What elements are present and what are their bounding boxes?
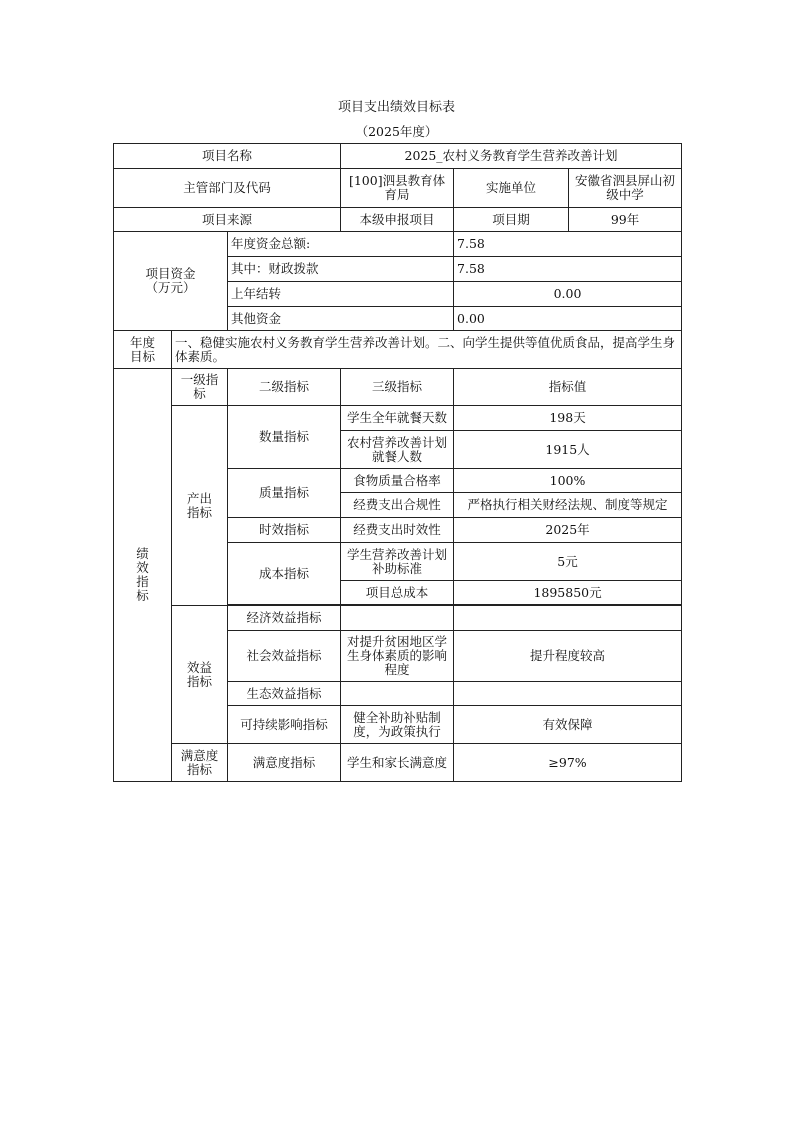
project-name-label: 项目名称 bbox=[114, 144, 341, 169]
timeliness-label: 时效指标 bbox=[228, 518, 341, 543]
impl-value: 安徽省泗县屏山初级中学 bbox=[569, 169, 682, 208]
indicator-value: ≥97% bbox=[454, 744, 682, 782]
project-name-value: 2025_农村义务教育学生营养改善计划 bbox=[341, 144, 682, 169]
output-label: 产出指标 bbox=[186, 490, 212, 520]
header-level1: 一级指标 bbox=[172, 369, 228, 406]
quality-label: 质量指标 bbox=[228, 469, 341, 518]
indicator-name: 学生和家长满意度 bbox=[341, 744, 454, 782]
funds-row-label: 上年结转 bbox=[228, 282, 454, 307]
economic-label: 经济效益指标 bbox=[228, 606, 341, 631]
source-label: 项目来源 bbox=[114, 208, 341, 232]
indicator-value: 100% bbox=[454, 469, 682, 493]
indicator-name: 学生全年就餐天数 bbox=[341, 406, 454, 431]
funds-row-label: 年度资金总额: bbox=[228, 232, 454, 257]
satisfaction-sub-label: 满意度指标 bbox=[228, 744, 341, 782]
header-level3: 三级指标 bbox=[341, 369, 454, 406]
indicator-name bbox=[341, 606, 454, 631]
row-department bbox=[114, 169, 682, 208]
annual-goal-label-line1: 年度 bbox=[129, 334, 155, 350]
table-row bbox=[114, 606, 682, 631]
social-label: 社会效益指标 bbox=[228, 631, 341, 682]
funds-row-label: 其中：财政拨款 bbox=[228, 257, 454, 282]
dept-label: 主管部门及代码 bbox=[114, 169, 341, 208]
header-level2: 二级指标 bbox=[228, 369, 341, 406]
indicator-name: 食物质量合格率 bbox=[341, 469, 454, 493]
row-annual-goal bbox=[114, 331, 682, 369]
page-subtitle: （2025年度） bbox=[355, 124, 438, 139]
indicator-value bbox=[454, 606, 682, 631]
period-label: 项目期 bbox=[454, 208, 569, 232]
indicator-name: 健全补助补贴制度，为政策执行 bbox=[341, 706, 454, 744]
satisfaction-label: 满意度指标 bbox=[180, 747, 219, 777]
source-value: 本级申报项目 bbox=[341, 208, 454, 232]
row-project-name bbox=[114, 144, 682, 169]
funds-label-line2: （万元） bbox=[145, 280, 196, 295]
impl-label: 实施单位 bbox=[454, 169, 569, 208]
row-funds-total bbox=[114, 232, 682, 257]
cost-label: 成本指标 bbox=[228, 543, 341, 605]
funds-label-line1: 项目资金 bbox=[145, 266, 196, 281]
output-label-cell bbox=[172, 406, 228, 606]
sustainable-label: 可持续影响指标 bbox=[228, 706, 341, 744]
indicator-value: 1915人 bbox=[454, 431, 682, 469]
row-indicator-headers bbox=[114, 369, 682, 406]
header-value: 指标值 bbox=[454, 369, 682, 406]
indicator-value: 2025年 bbox=[454, 518, 682, 543]
benefit-label: 效益指标 bbox=[186, 659, 212, 689]
performance-target-table bbox=[113, 143, 682, 782]
benefit-label-cell bbox=[172, 606, 228, 744]
table-row bbox=[114, 406, 682, 431]
indicator-name: 对提升贫困地区学生身体素质的影响程度 bbox=[341, 631, 454, 682]
indicator-value: 严格执行相关财经法规、制度等规定 bbox=[454, 493, 682, 518]
period-value: 99年 bbox=[569, 208, 682, 232]
indicator-name: 项目总成本 bbox=[341, 581, 454, 605]
performance-side-label: 绩效指标 bbox=[136, 546, 149, 603]
performance-side-label-cell bbox=[114, 369, 172, 782]
indicator-value: 有效保障 bbox=[454, 706, 682, 744]
annual-goal-text: 一、稳健实施农村义务教育学生营养改善计划。二、向学生提供等值优质食品，提高学生身体素质。 bbox=[172, 331, 682, 369]
indicator-value bbox=[454, 682, 682, 706]
indicator-name bbox=[341, 682, 454, 706]
indicator-value: 1895850元 bbox=[454, 581, 682, 605]
page-title: 项目支出绩效目标表 bbox=[337, 100, 455, 115]
satisfaction-label-cell bbox=[172, 744, 228, 782]
indicator-name: 经费支出时效性 bbox=[341, 518, 454, 543]
table-row bbox=[114, 744, 682, 782]
annual-goal-label-line2: 目标 bbox=[129, 348, 155, 364]
indicator-value: 5元 bbox=[454, 543, 682, 581]
dept-value: [100]泗县教育体育局 bbox=[341, 169, 454, 208]
funds-row-value: 7.58 bbox=[454, 232, 682, 257]
row-source bbox=[114, 208, 682, 232]
indicator-name: 农村营养改善计划就餐人数 bbox=[341, 431, 454, 469]
indicator-value: 198天 bbox=[454, 406, 682, 431]
quantity-label: 数量指标 bbox=[228, 406, 341, 469]
funds-label bbox=[114, 232, 228, 331]
indicator-name: 学生营养改善计划补助标准 bbox=[341, 543, 454, 581]
funds-row-value: 0.00 bbox=[454, 307, 682, 331]
indicator-value: 提升程度较高 bbox=[454, 631, 682, 682]
ecological-label: 生态效益指标 bbox=[228, 682, 341, 706]
funds-row-label: 其他资金 bbox=[228, 307, 454, 331]
funds-row-value: 0.00 bbox=[454, 282, 682, 307]
annual-goal-label bbox=[114, 331, 172, 369]
funds-row-value: 7.58 bbox=[454, 257, 682, 282]
indicator-name: 经费支出合规性 bbox=[341, 493, 454, 518]
